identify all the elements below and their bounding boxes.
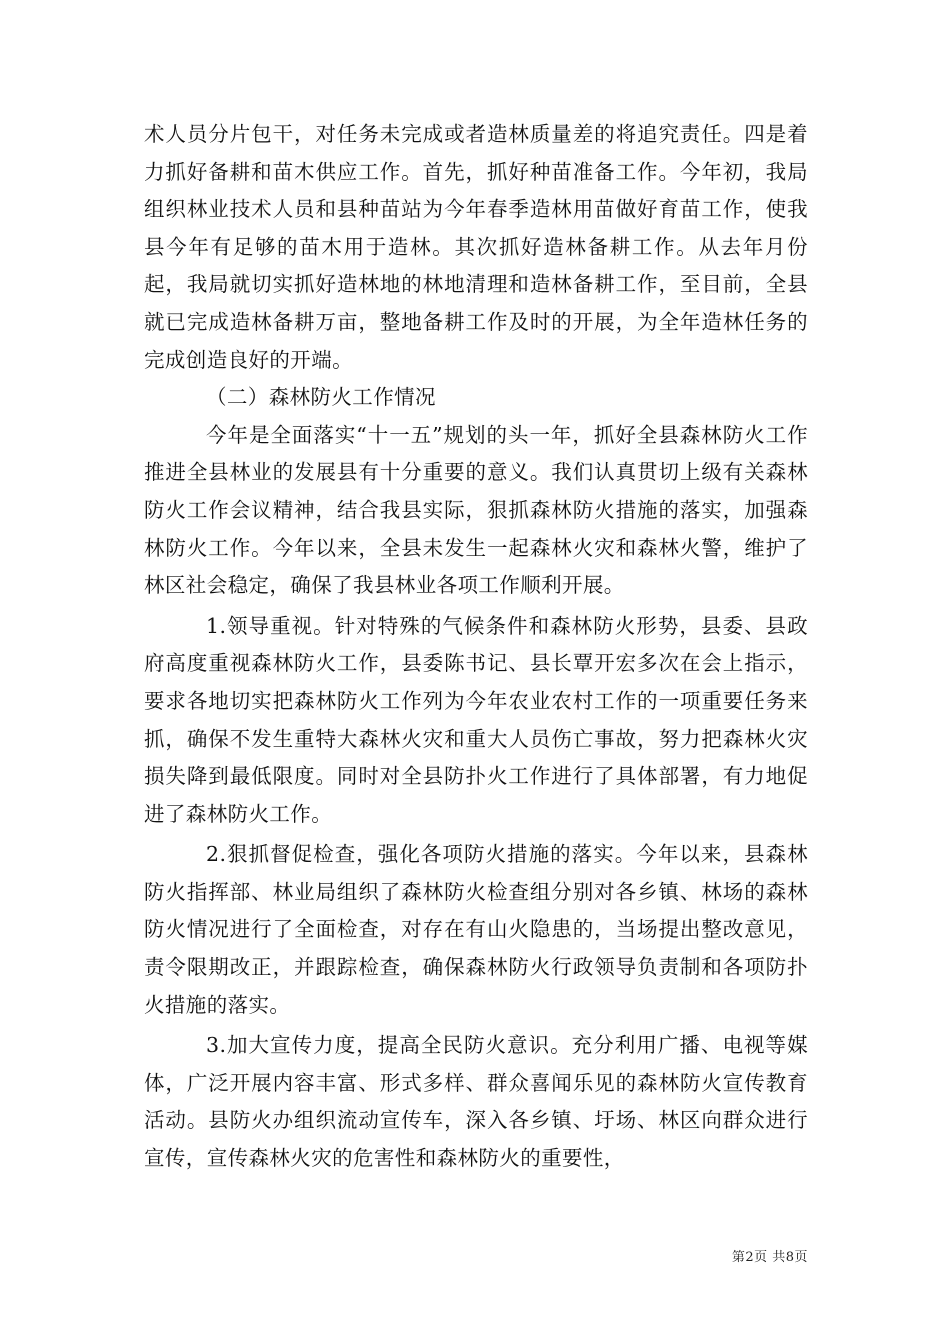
paragraph-item-1: 1.领导重视。针对特殊的气候条件和森林防火形势，县委、县政府高度重视森林防火工作，县委陈书记、县长覃开宏多次在会上指示，要求各地切实把森林防火工作列为今年农业农村工作的一项重要任务来抓，确保不发生重特大森林火灾和重大人员伤亡事故，努力把森林火灾损失降到最低限度。同时对全县防扑火工作进行了具体部署，有力地促进了森林防火工作。 xyxy=(144,613,808,826)
paragraph-intro: 今年是全面落实“十一五”规划的头一年，抓好全县森林防火工作推进全县林业的发展县有十分重要的意义。我们认真贯切上级有关森林防火工作会议精神，结合我县实际，狠抓森林防火措施的落实，加强森林防火工作。今年以来，全县未发生一起森林火灾和森林火警，维护了林区社会稳定，确保了我县林业各项工作顺利开展。 xyxy=(144,422,808,598)
page-footer: 第2页 共8页 xyxy=(731,1250,808,1265)
body-text xyxy=(144,116,808,1178)
paragraph-item-3: 3.加大宣传力度，提高全民防火意识。充分利用广播、电视等媒体，广泛开展内容丰富、形式多样、群众喜闻乐见的森林防火宣传教育活动。县防火办组织流动宣传车，深入各乡镇、圩场、林区向群众进行宣传，宣传森林火灾的危害性和森林防火的重要性， xyxy=(144,1033,808,1171)
paragraph-continuation: 术人员分片包干，对任务未完成或者造林质量差的将追究责任。四是着力抓好备耕和苗木供应工作。首先，抓好种苗准备工作。今年初，我局组织林业技术人员和县种苗站为今年春季造林用苗做好育苗工作，使我县今年有足够的苗木用于造林。其次抓好造林备耕工作。从去年月份起，我局就切实抓好造林地的林地清理和造林备耕工作，至目前，全县就已完成造林备耕万亩，整地备耕工作及时的开展，为全年造林任务的完成创造良好的开端。 xyxy=(144,122,808,372)
paragraph-item-2: 2.狠抓督促检查，强化各项防火措施的落实。今年以来，县森林防火指挥部、林业局组织了森林防火检查组分别对各乡镇、林场的森林防火情况进行了全面检查，对存在有山火隐患的，当场提出整改意见，责令限期改正，并跟踪检查，确保森林防火行政领导负责制和各项防扑火措施的落实。 xyxy=(144,842,808,1017)
section-heading: （二）森林防火工作情况 xyxy=(206,385,436,410)
